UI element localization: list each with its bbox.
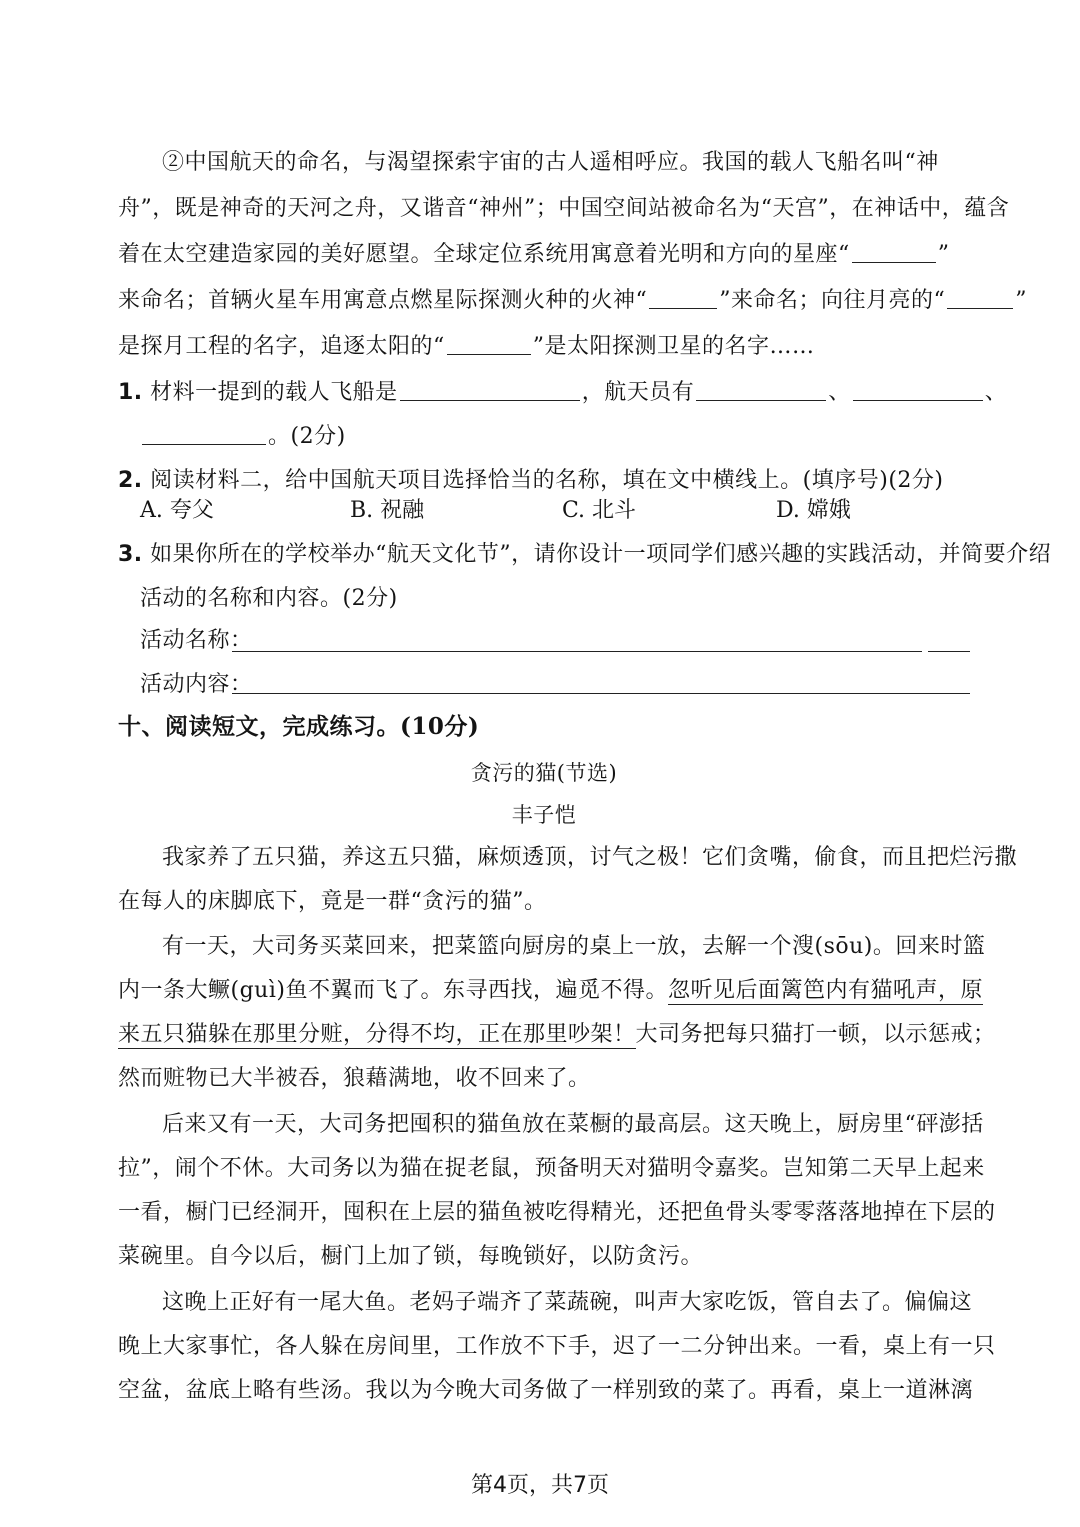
question-1-text-b: ，航天员有	[581, 380, 695, 405]
question-2-number: 2.	[118, 468, 143, 493]
p4-text-2: 晚上大家事忙，各人躲在房间里，工作放不下手，迟了一二分钟出来。一看，桌上有一只	[118, 1334, 996, 1359]
material2-text-5b: ”是太阳探测卫星的名字……	[532, 334, 815, 359]
p3-text-4: 菜碗里。自今以后，橱门上加了锁，每晚锁好，以防贪污。	[118, 1244, 704, 1269]
paragraph-4-line-2	[118, 1332, 996, 1362]
material2-text-1: ②中国航天的命名，与渴望探索宇宙的古人遥相呼应。我国的载人飞船名叫“神	[162, 150, 939, 175]
material2-line-3	[118, 240, 970, 270]
answer-blank-spaceship[interactable]	[400, 378, 580, 401]
p1-text-2: 在每人的床脚底下，竟是一群“贪污的猫”。	[118, 889, 547, 914]
question-1-score: 。(2分)	[268, 424, 346, 449]
paragraph-3-line-3	[118, 1198, 996, 1228]
question-3	[118, 540, 1052, 570]
material2-text-3a: 着在太空建造家园的美好愿望。全球定位系统用寓意着光明和方向的星座“	[118, 242, 850, 267]
paragraph-4-line-3	[118, 1376, 974, 1406]
paragraph-3-line-2	[118, 1154, 985, 1184]
activity-name-field[interactable]	[232, 651, 922, 652]
p2-text-1: 有一天，大司务买菜回来，把菜篮向厨房的桌上一放，去解一个溲(sōu)。回来时篮	[162, 934, 986, 959]
question-3-text-1: 如果你所在的学校举办“航天文化节”，请你设计一项同学们感兴趣的实践活动，并简要介绍	[150, 542, 1052, 567]
paragraph-3-line-4	[118, 1242, 970, 1272]
question-1	[118, 378, 1008, 408]
material2-line-2	[118, 194, 1010, 224]
option-b[interactable]: B. 祝融	[350, 498, 425, 523]
p2-text-3b: 大司务把每只猫打一顿，以示惩戒；	[635, 1022, 996, 1047]
answer-blank-astronaut-3[interactable]	[142, 422, 266, 445]
answer-blank-astronaut-1[interactable]	[696, 378, 826, 401]
activity-name-label: 活动名称：	[140, 628, 253, 653]
material2-text-4a: 来命名；首辆火星车用寓意点燃星际探测火种的火神“	[118, 288, 648, 313]
blank-constellation[interactable]	[852, 240, 936, 263]
section-10-heading	[118, 712, 970, 742]
question-1-cont	[140, 422, 992, 452]
page-number-footer: 第4页，共7页	[471, 1473, 609, 1498]
question-3-text-2: 活动的名称和内容。(2分)	[140, 586, 398, 611]
material2-text-2: 舟”，既是神奇的天河之舟，又谐音“神州”；中国空间站被命名为“天宫”，在神话中，蕴含	[118, 196, 1010, 221]
paragraph-1-line-2	[118, 887, 970, 917]
activity-content-row	[140, 670, 992, 700]
paragraph-2-line-1	[118, 932, 986, 962]
activity-name-field-tail[interactable]	[928, 651, 970, 652]
option-c[interactable]: C. 北斗	[562, 498, 637, 523]
option-d[interactable]: D. 嫦娥	[776, 498, 851, 523]
paragraph-3-line-1	[118, 1110, 984, 1140]
material2-text-4c: ”	[1015, 288, 1027, 313]
article-author-text: 丰子恺	[511, 803, 577, 827]
activity-content-field[interactable]	[232, 693, 970, 694]
article-title	[118, 758, 970, 788]
question-1-number: 1.	[118, 380, 143, 405]
p3-text-1: 后来又有一天，大司务把囤积的猫鱼放在菜橱的最高层。这天晚上，厨房里“砰澎括	[162, 1112, 984, 1137]
question-3-cont	[140, 584, 992, 614]
paragraph-4-line-1	[118, 1288, 973, 1318]
p4-text-1: 这晚上正好有一尾大鱼。老妈子端齐了菜蔬碗，叫声大家吃饭，管自去了。偏偏这	[162, 1290, 973, 1315]
p2-text-4: 然而赃物已大半被吞，狼藉满地，收不回来了。	[118, 1066, 591, 1091]
paragraph-2-line-2	[118, 976, 983, 1006]
question-2-text: 阅读材料二，给中国航天项目选择恰当的名称，填在文中横线上。(填序号)(2分)	[150, 468, 944, 493]
p1-text-1: 我家养了五只猫，养这五只猫，麻烦透顶，讨气之极！它们贪嘴，偷食，而且把烂污撒	[162, 845, 1018, 870]
material2-text-4b: ”来命名；向往月亮的“	[719, 288, 946, 313]
article-title-text: 贪污的猫(节选)	[470, 761, 618, 785]
p2-underlined-sentence-1: 忽听见后面篱笆内有猫吼声，原	[667, 978, 983, 1003]
activity-content-label: 活动内容：	[140, 672, 253, 697]
p2-underlined-sentence-2: 来五只猫躲在那里分赃，分得不均，正在那里吵架！	[118, 1022, 636, 1047]
article-author	[118, 800, 970, 830]
option-a[interactable]: A. 夸父	[140, 498, 214, 523]
p2-text-2a: 内一条大鳜(guì)鱼不翼而飞了。东寻西找，遍觅不得。	[118, 978, 668, 1003]
blank-moon[interactable]	[947, 286, 1013, 309]
material2-text-5a: 是探月工程的名字，追逐太阳的“	[118, 334, 445, 359]
material2-line-4	[118, 286, 1027, 316]
material2-text-3b: ”	[937, 242, 950, 267]
p3-text-3: 一看，橱门已经洞开，囤积在上层的猫鱼被吃得精光，还把鱼骨头零零落落地掉在下层的	[118, 1200, 996, 1225]
question-1-sep-2: 、	[984, 380, 1008, 405]
material2-line-1	[118, 148, 970, 178]
paragraph-2-line-4	[118, 1064, 970, 1094]
answer-blank-astronaut-2[interactable]	[853, 378, 983, 401]
question-3-number: 3.	[118, 542, 143, 567]
question-1-sep-1: 、	[828, 380, 851, 405]
section-10-heading-text: 十、阅读短文，完成练习。(10分)	[118, 713, 480, 740]
material2-line-5	[118, 332, 970, 362]
paragraph-1-line-1	[118, 843, 1018, 873]
blank-fire-god[interactable]	[649, 286, 717, 309]
question-1-text: 材料一提到的载人飞船是	[150, 380, 398, 405]
question-2	[118, 466, 970, 496]
blank-sun[interactable]	[447, 332, 531, 355]
paragraph-2-line-3	[118, 1020, 996, 1050]
p3-text-2: 拉”，闹个不休。大司务以为猫在捉老鼠，预备明天对猫明令嘉奖。岂知第二天早上起来	[118, 1156, 985, 1181]
p4-text-3: 空盆，盆底上略有些汤。我以为今晚大司务做了一样别致的菜了。再看，桌上一道淋漓	[118, 1378, 974, 1403]
